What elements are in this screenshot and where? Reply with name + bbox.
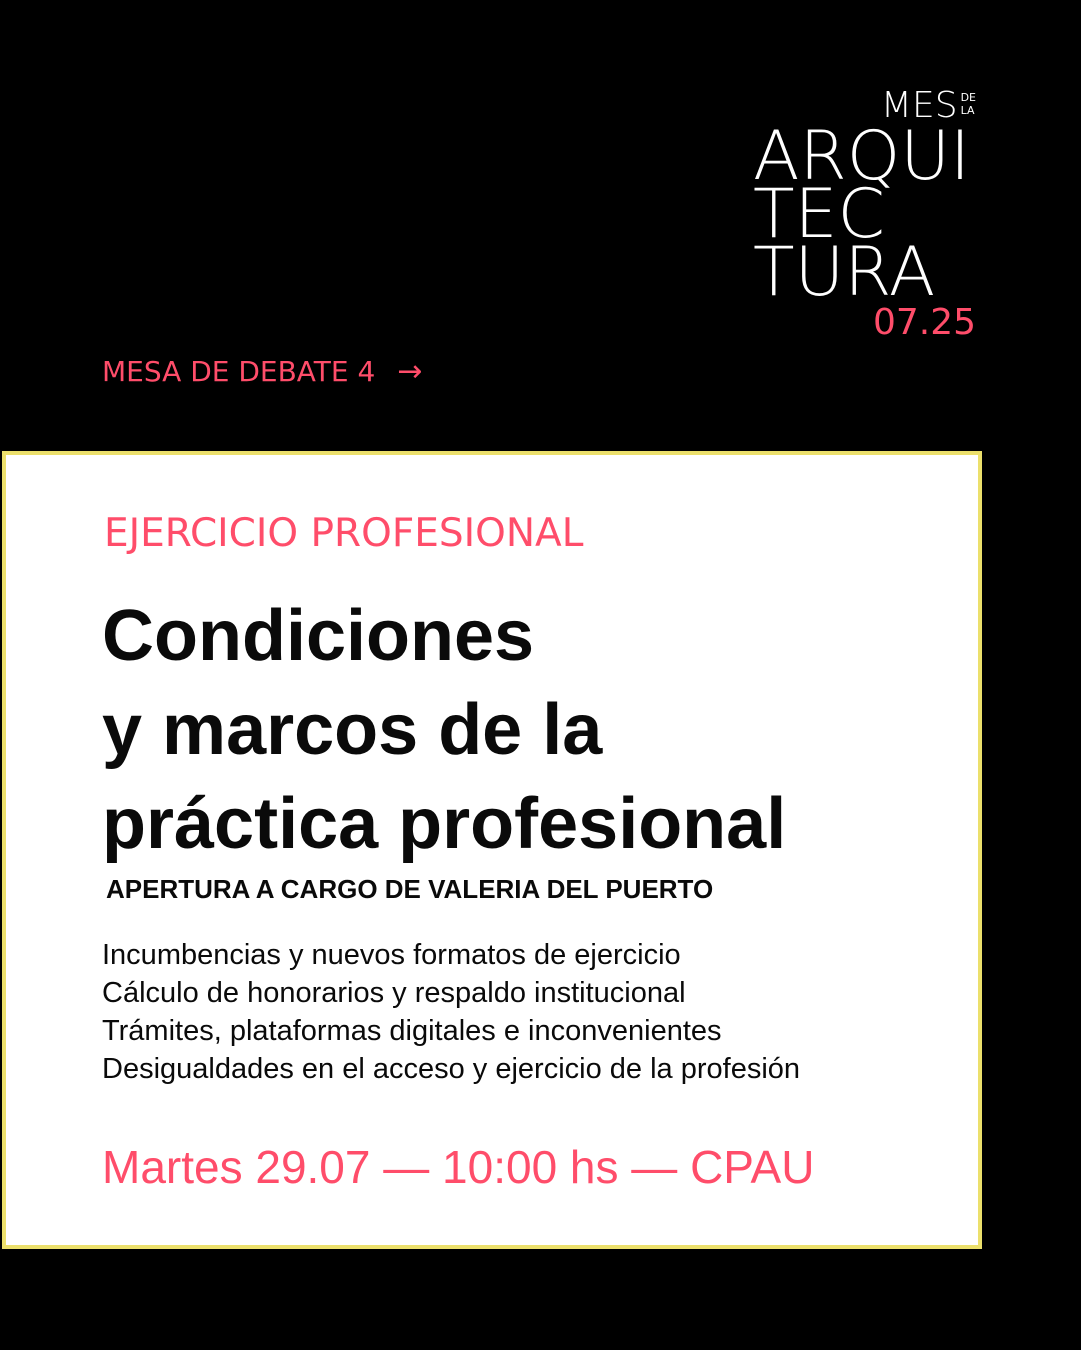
topic-item: Cálculo de honorarios y respaldo institucional [102, 977, 686, 1009]
logo-line-2: TEC [753, 175, 885, 254]
category-label: EJERCICIO PROFESIONAL [104, 511, 584, 556]
topic-item: Desigualdades en el acceso y ejercicio de la profesión [102, 1053, 801, 1085]
logo-date: 07.25 [872, 302, 976, 343]
debate-tag [102, 352, 422, 392]
logo-mes: MES [880, 85, 958, 126]
logo-line-1: ARQUI [753, 117, 971, 196]
logo-de: DE [960, 91, 976, 104]
logo-la: LA [960, 104, 975, 117]
page-title [102, 589, 952, 871]
opening-speaker: APERTURA A CARGO DE VALERIA DEL PUERTO [106, 874, 714, 904]
info-panel [2, 451, 982, 1249]
debate-label: MESA DE DEBATE 4 [102, 355, 376, 388]
title-line-3: práctica profesional [102, 784, 787, 864]
event-details: Martes 29.07 — 10:00 hs — CPAU [102, 1141, 815, 1193]
logo-line-3: TURA [753, 233, 936, 312]
topic-item: Incumbencias y nuevos formatos de ejercicio [102, 939, 681, 971]
arrow-right-icon: → [397, 354, 423, 389]
title-line-1: Condiciones [102, 596, 535, 676]
topic-item: Trámites, plataformas digitales e inconvenientes [102, 1015, 722, 1047]
logo-de-la [961, 91, 976, 117]
event-logo [740, 84, 976, 344]
title-line-2: y marcos de la [102, 690, 603, 770]
topic-list [102, 936, 800, 1088]
